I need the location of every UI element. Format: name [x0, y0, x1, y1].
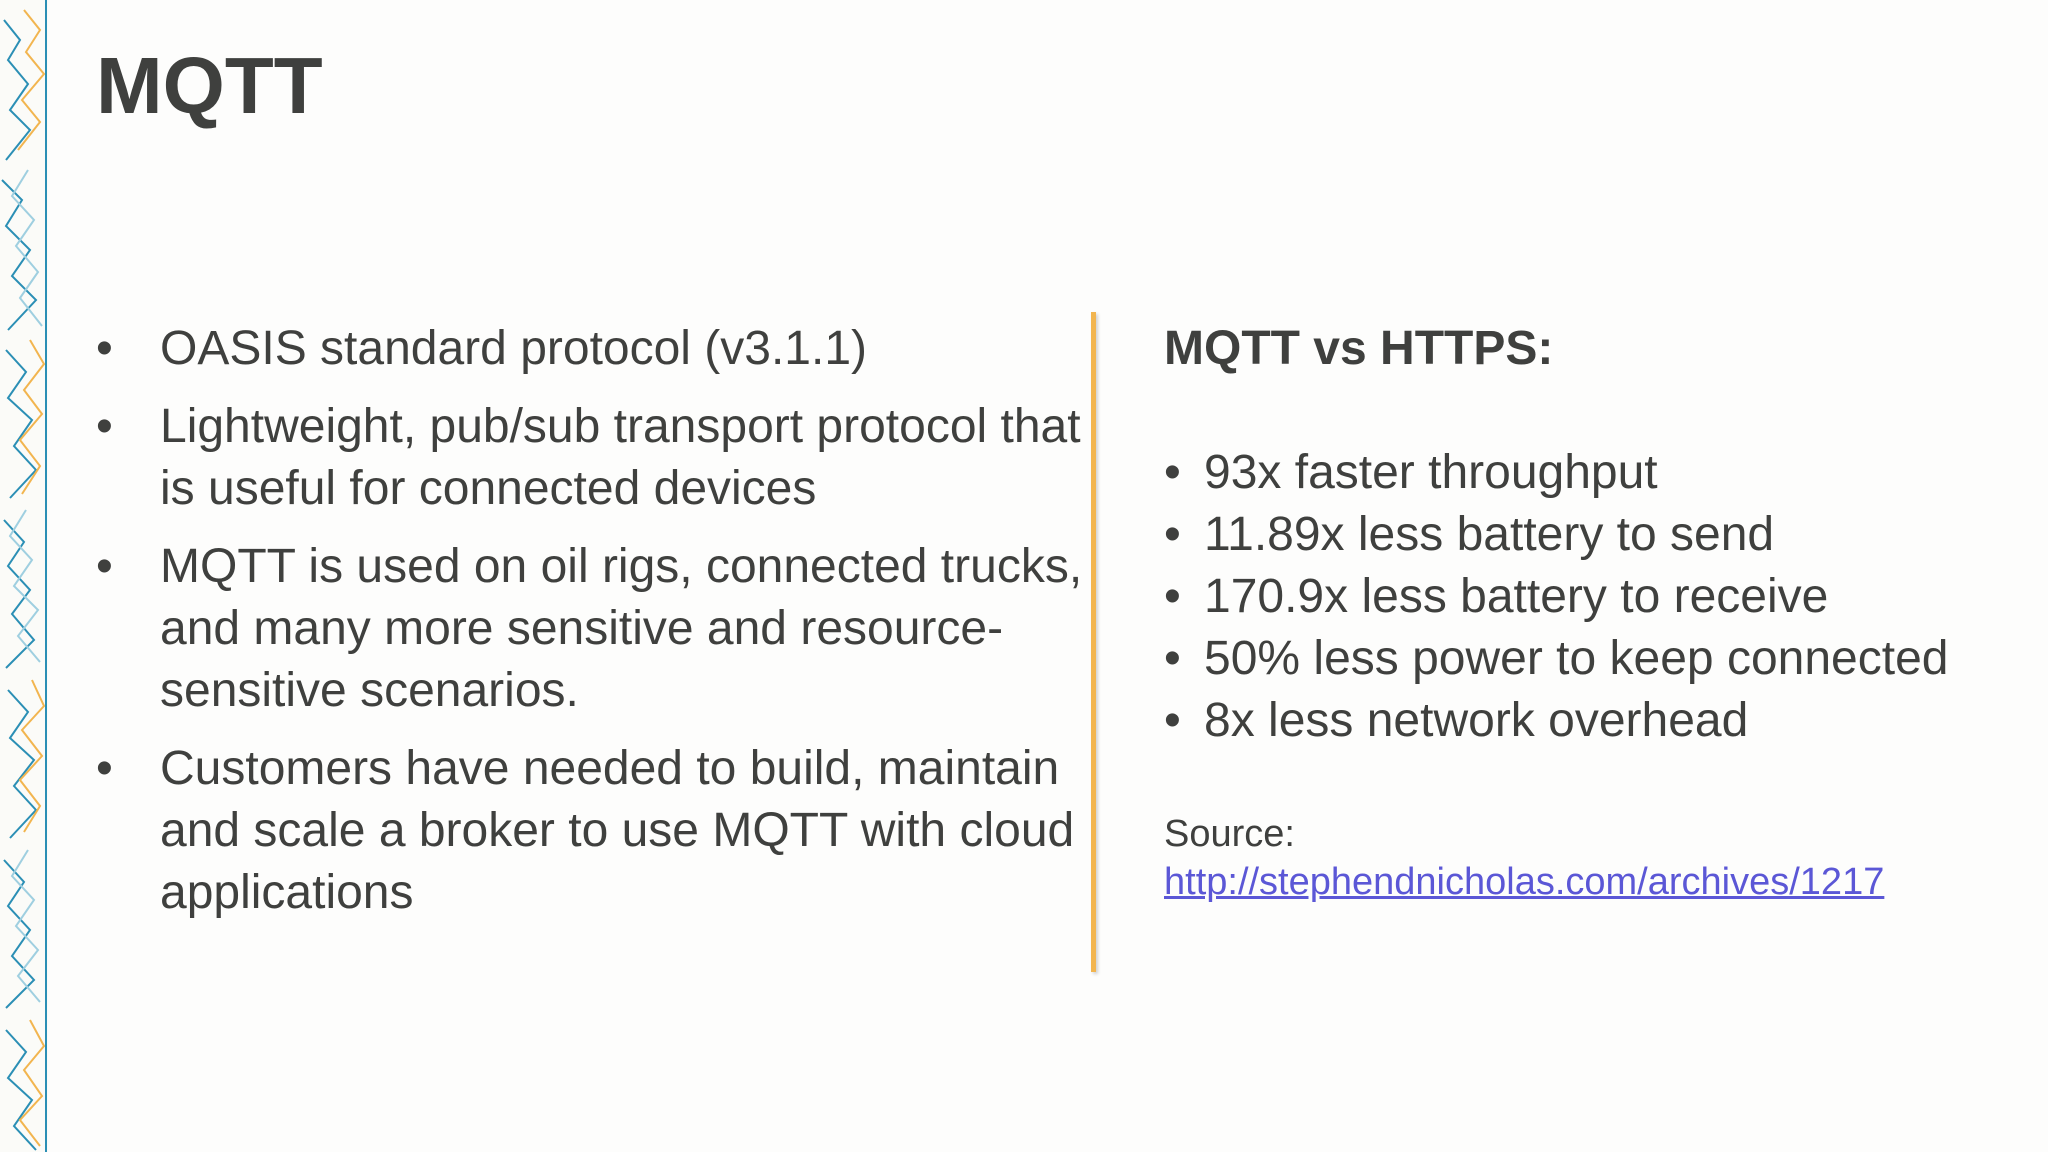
comparison-bullet-list	[1164, 442, 2024, 752]
column-divider	[1091, 312, 1096, 972]
source-link[interactable]: http://stephendnicholas.com/archives/1217	[1164, 861, 1885, 903]
list-item	[1164, 504, 2024, 566]
bullet-icon: •	[96, 322, 113, 375]
list-item-text: Customers have needed to build, maintain and scale a broker to use MQTT with cloud applications	[160, 742, 1075, 919]
bullet-icon: •	[1164, 570, 1181, 623]
slide-title: MQTT	[96, 41, 323, 130]
list-item	[1164, 628, 2024, 690]
list-item-text: 93x faster throughput	[1204, 446, 1658, 499]
comparison-panel	[1164, 318, 2024, 906]
list-item	[1164, 566, 2024, 628]
list-item-text: 50% less power to keep connected	[1204, 632, 1949, 685]
bullet-icon: •	[1164, 694, 1181, 747]
bullet-icon: •	[96, 742, 113, 795]
bullet-icon: •	[1164, 446, 1181, 499]
list-item-text: 11.89x less battery to send	[1204, 508, 1775, 561]
feature-bullet-list	[96, 318, 1086, 940]
list-item-text: 170.9x less battery to receive	[1204, 570, 1829, 623]
list-item	[96, 396, 1086, 520]
list-item	[96, 318, 1086, 380]
list-item-text: MQTT is used on oil rigs, connected trucks, and many more sensitive and resource-sensitive scenarios.	[160, 540, 1083, 717]
list-item-text: Lightweight, pub/sub transport protocol that is useful for connected devices	[160, 400, 1081, 515]
decorative-pattern-strip	[0, 0, 48, 1152]
source-label: Source:	[1164, 813, 1295, 855]
list-item	[96, 738, 1086, 924]
comparison-heading: MQTT vs HTTPS:	[1164, 322, 1554, 375]
list-item	[1164, 442, 2024, 504]
bullet-icon: •	[96, 400, 113, 453]
bullet-icon: •	[96, 540, 113, 593]
list-item-text: 8x less network overhead	[1204, 694, 1749, 747]
bullet-icon: •	[1164, 632, 1181, 685]
list-item	[96, 536, 1086, 722]
list-item-text: OASIS standard protocol (v3.1.1)	[160, 322, 868, 375]
bullet-icon: •	[1164, 508, 1181, 561]
list-item	[1164, 690, 2024, 752]
